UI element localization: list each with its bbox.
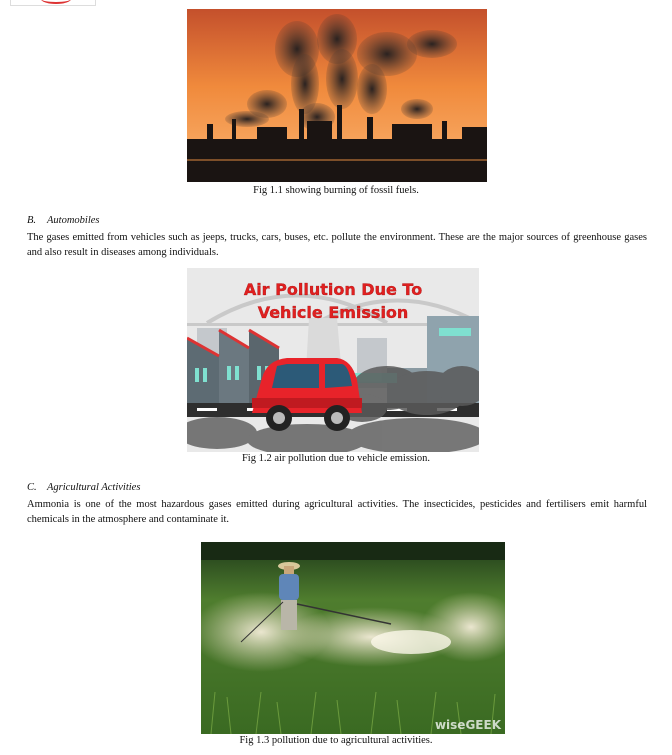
section-heading bbox=[27, 482, 140, 493]
agricultural-spraying-image bbox=[201, 542, 505, 734]
vehicle-emission-image bbox=[187, 268, 479, 452]
fossil-fuel-image bbox=[187, 9, 487, 182]
logo-fragment bbox=[10, 0, 96, 6]
section-letter: C. bbox=[27, 482, 37, 493]
image-banner-line1: Air Pollution Due To bbox=[243, 280, 423, 299]
image-banner-line2: Vehicle Emission bbox=[257, 303, 409, 322]
figure-caption: Fig 1.3 pollution due to agricultural activities. bbox=[239, 735, 433, 746]
figure-caption: Fig 1.2 air pollution due to vehicle emission. bbox=[241, 453, 431, 464]
section-body: The gases emitted from vehicles such as jeeps, trucks, cars, buses, etc. pollute the environment. These are the major sources of greenhouse gases and also result in diseases among individuals. bbox=[27, 232, 647, 258]
watermark-text: wiseGEEK bbox=[434, 718, 501, 732]
section-title: Agricultural Activities bbox=[47, 482, 141, 493]
section-title: Automobiles bbox=[47, 215, 100, 226]
section-letter: B. bbox=[27, 215, 37, 226]
section-body: Ammonia is one of the most hazardous gases emitted during agricultural activities. The insecticides, pesticides and fertilisers emit harmful chemicals in the atmosphere and contaminate it. bbox=[27, 499, 647, 525]
section-heading bbox=[27, 215, 100, 226]
figure-caption: Fig 1.1 showing burning of fossil fuels. bbox=[253, 185, 419, 196]
